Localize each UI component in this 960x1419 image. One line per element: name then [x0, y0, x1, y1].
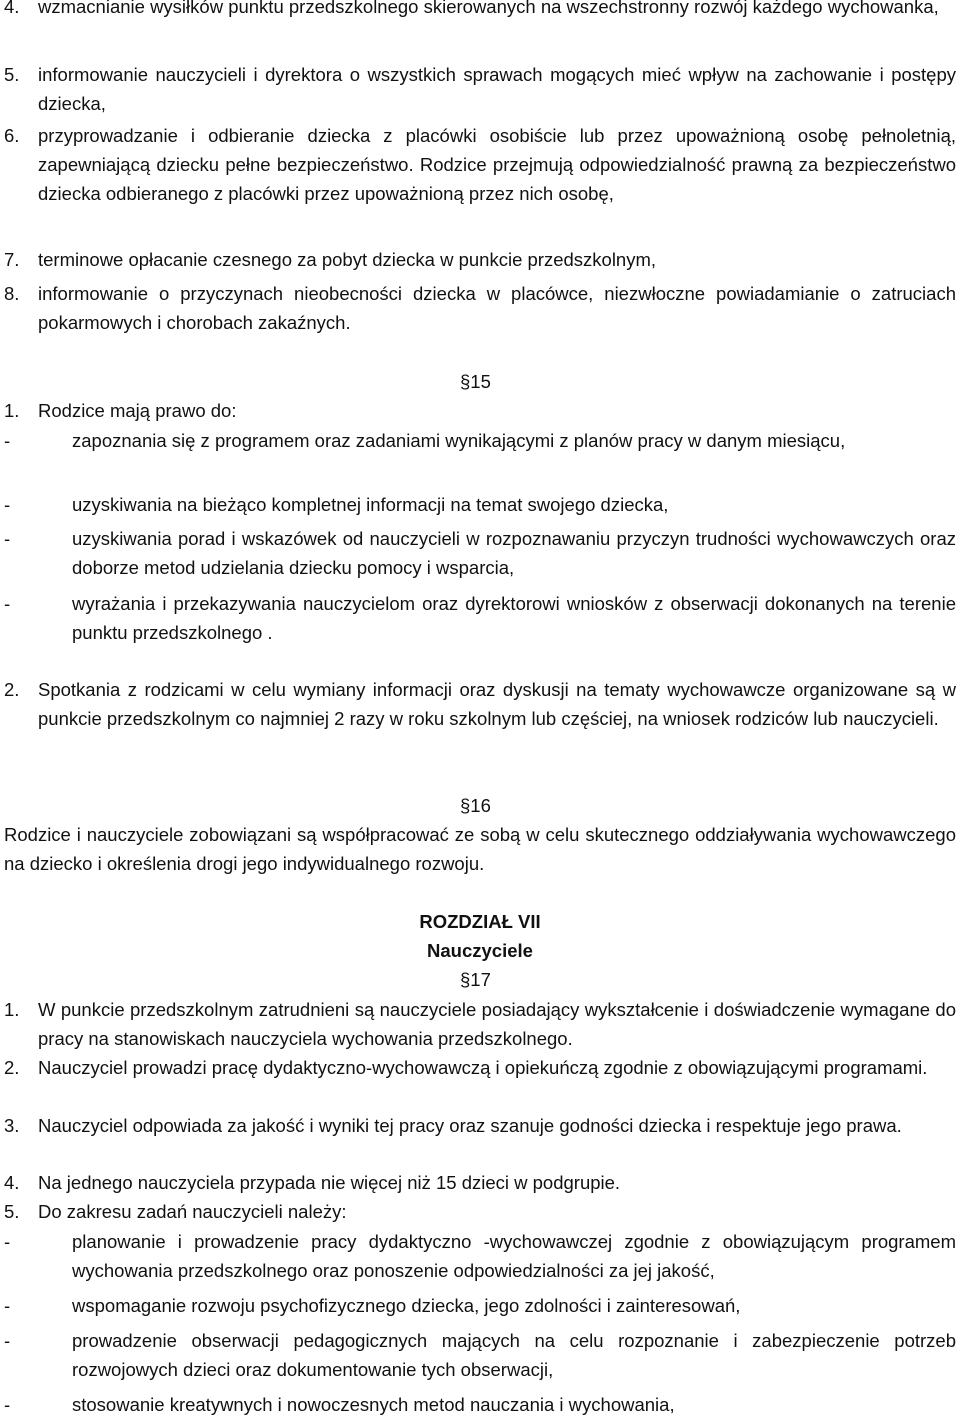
list-item [4, 60, 956, 118]
bullet-item [4, 589, 956, 647]
item-text: W punkcie przedszkolnym zatrudnieni są nauczyciele posiadający wykształcenie i doświadczenie wymagane do pracy na stanowiskach nauczyciela wychowania przedszkolnego. [38, 999, 956, 1049]
item-number: 3. [4, 1115, 20, 1136]
chapter-title: ROZDZIAŁ VII [419, 911, 541, 932]
list-item [4, 1053, 956, 1082]
bullet-dash: - [4, 593, 11, 614]
item-number: 5. [4, 1201, 20, 1222]
item-text: Rodzice mają prawo do: [38, 400, 237, 421]
list-item [4, 245, 956, 274]
paragraph [4, 820, 956, 878]
item-text: terminowe opłacanie czesnego za pobyt dziecka w punkcie przedszkolnym, [38, 249, 657, 270]
bullet-dash: - [4, 1231, 11, 1252]
bullet-text: prowadzenie obserwacji pedagogicznych mających na celu rozpoznanie i zabezpieczenie potrzeb rozwojowych dzieci oraz dokumentowanie tych obserwacji, [72, 1330, 956, 1380]
item-text: Nauczyciel odpowiada za jakość i wyniki tej pracy oraz szanuje godności dziecka i respektuje jego prawa. [38, 1115, 902, 1136]
chapter-subtitle: Nauczyciele [427, 940, 533, 961]
bullet-text: uzyskiwania porad i wskazówek od nauczycieli w rozpoznawaniu przyczyn trudności wychowawczych oraz doborze metod udzielania dziecku pomocy i wsparcia, [72, 528, 956, 578]
bullet-item [4, 1326, 956, 1384]
bullet-item [4, 1227, 956, 1285]
bullet-item [4, 490, 956, 519]
item-text: informowanie nauczycieli i dyrektora o wszystkich sprawach mogących mieć wpływ na zachowanie i postępy dziecka, [38, 64, 956, 114]
section-heading: §17 [460, 969, 491, 990]
section-heading: §16 [460, 795, 491, 816]
list-item [4, 396, 956, 425]
item-number: 2. [4, 679, 20, 700]
item-text: Do zakresu zadań nauczycieli należy: [38, 1201, 347, 1222]
bullet-dash: - [4, 430, 11, 451]
bullet-dash: - [4, 528, 11, 549]
item-text: przyprowadzanie i odbieranie dziecka z placówki osobiście lub przez upoważnioną osobę pełnoletnią, zapewniającą dziecku pełne bezpieczeństwo. Rodzice przejmują odpowiedzialność prawną za bezpieczeństwo dziecka odbieranego z placówki przez upoważnioną przez nich osobę, [38, 125, 956, 204]
item-text: informowanie o przyczynach nieobecności dziecka w placówce, niezwłoczne powiadamianie o zatruciach pokarmowych i chorobach zakaźnych. [38, 283, 956, 333]
bullet-text: planowanie i prowadzenie pracy dydaktyczno -wychowawczej zgodnie z obowiązującym programem wychowania przedszkolnego oraz ponoszenie odpowiedzialności za jej jakość, [72, 1231, 956, 1281]
list-item [4, 675, 956, 733]
list-item [4, 1111, 956, 1140]
section-heading: §15 [460, 371, 491, 392]
bullet-item [4, 1291, 956, 1320]
bullet-dash: - [4, 494, 11, 515]
bullet-text: stosowanie kreatywnych i nowoczesnych metod nauczania i wychowania, [72, 1394, 675, 1415]
list-item [4, 1197, 956, 1226]
item-text: Nauczyciel prowadzi pracę dydaktyczno-wychowawczą i opiekuńczą zgodnie z obowiązującymi programami. [38, 1057, 928, 1078]
list-item [4, 995, 956, 1053]
bullet-dash: - [4, 1295, 11, 1316]
list-item [4, 121, 956, 208]
bullet-text: wyrażania i przekazywania nauczycielom oraz dyrektorowi wniosków z obserwacji dokonanych na terenie punktu przedszkolnego . [72, 593, 956, 643]
item-text: Na jednego nauczyciela przypada nie więcej niż 15 dzieci w podgrupie. [38, 1172, 621, 1193]
bullet-item [4, 426, 956, 455]
item-number: 7. [4, 249, 20, 270]
bullet-item [4, 1390, 956, 1419]
item-number: 4. [4, 1172, 20, 1193]
item-number: 6. [4, 125, 20, 146]
bullet-dash: - [4, 1330, 11, 1351]
item-number: 5. [4, 64, 20, 85]
bullet-text: zapoznania się z programem oraz zadaniami wynikającymi z planów pracy w danym miesiącu, [72, 430, 846, 451]
item-number: 2. [4, 1057, 20, 1078]
item-text: wzmacnianie wysiłków punktu przedszkolnego skierowanych na wszechstronny rozwój każdego wychowanka, [38, 0, 939, 17]
item-number: 1. [4, 400, 20, 421]
bullet-text: wspomaganie rozwoju psychofizycznego dziecka, jego zdolności i zainteresowań, [72, 1295, 741, 1316]
item-text: Spotkania z rodzicami w celu wymiany informacji oraz dyskusji na tematy wychowawcze organizowane są w punkcie przedszkolnym co najmniej 2 razy w roku szkolnym lub częściej, na wniosek rodziców lub nauczycieli. [38, 679, 956, 729]
list-item [4, 279, 956, 337]
bullet-dash: - [4, 1394, 11, 1415]
item-number: 4. [4, 0, 20, 17]
item-number: 1. [4, 999, 20, 1020]
bullet-text: uzyskiwania na bieżąco kompletnej informacji na temat swojego dziecka, [72, 494, 669, 515]
list-item [4, 1168, 956, 1197]
list-item [4, 0, 956, 21]
bullet-item [4, 524, 956, 582]
item-number: 8. [4, 283, 20, 304]
paragraph-text: Rodzice i nauczyciele zobowiązani są współpracować ze sobą w celu skutecznego oddziaływania wychowawczego na dziecko i określenia drogi jego indywidualnego rozwoju. [4, 824, 956, 874]
